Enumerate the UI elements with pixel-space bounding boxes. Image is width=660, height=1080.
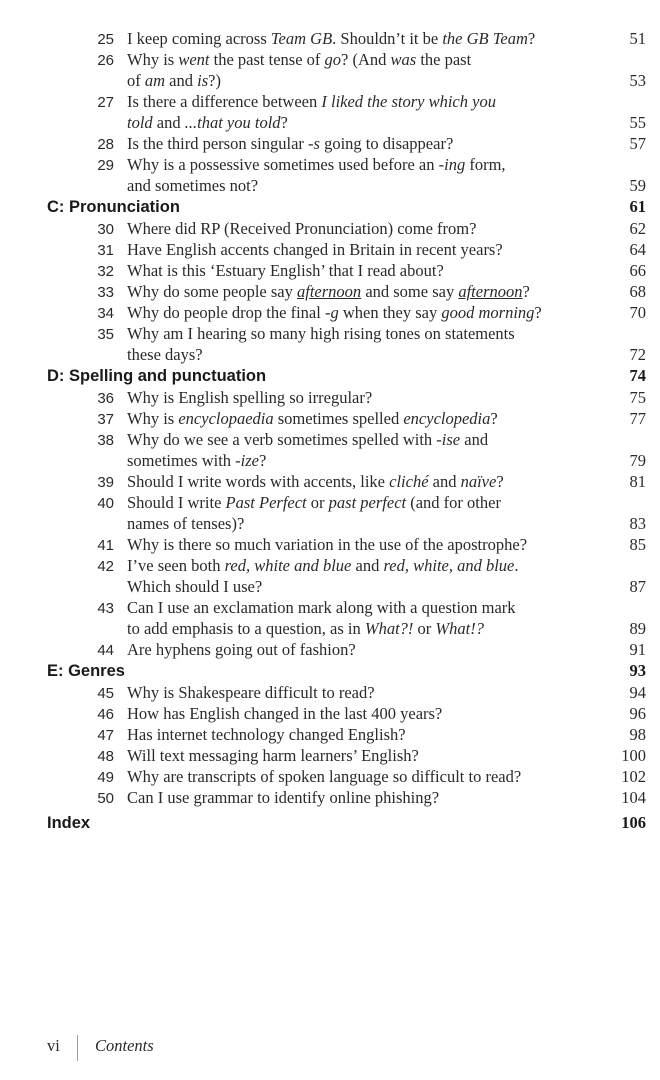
entry-number: 42 (97, 558, 114, 575)
toc-entry (0, 766, 660, 787)
entry-title-text: ? (527, 29, 536, 48)
entry-number: 50 (97, 790, 114, 807)
toc-entry (0, 91, 660, 133)
entry-page-number: 59 (629, 176, 646, 195)
entry-title-line (127, 70, 597, 91)
entry-title-text: Which should I use? (127, 577, 263, 596)
toc-entry (0, 745, 660, 766)
section-page-number: 93 (629, 661, 646, 680)
entry-title-emphasis: I liked the story which you (321, 92, 496, 111)
entry-title-text: . (514, 556, 519, 575)
entry-title-emphasis: past perfect (328, 493, 407, 512)
entry-page-number: 77 (629, 409, 646, 428)
toc-entry (0, 724, 660, 745)
entry-title-line (127, 766, 597, 787)
toc-entry (0, 387, 660, 408)
entry-title-line (127, 429, 597, 450)
entry-page-number: 68 (629, 282, 646, 301)
toc-entry (0, 260, 660, 281)
toc-entry (0, 639, 660, 660)
entry-title-emphasis: encyclopedia (403, 409, 491, 428)
entry-title-line (127, 175, 597, 196)
entry-title-text: Why is English spelling so irregular? (127, 388, 373, 407)
entry-page-number: 51 (629, 29, 646, 48)
entry-title-line (127, 639, 597, 660)
entry-title-text: Have English accents changed in Britain in recent years? (127, 240, 503, 259)
toc-entry (0, 703, 660, 724)
entry-title-line (127, 112, 597, 133)
entry-title-emphasis: Team GB (270, 29, 333, 48)
entry-page-number: 87 (629, 577, 646, 596)
entry-title-text: Can I use an exclamation mark along with a question mark (127, 598, 516, 617)
entry-title-text: ? (522, 282, 530, 301)
entry-title-line (127, 218, 597, 239)
entry-number: 44 (97, 642, 114, 659)
entry-title-text: Can I use grammar to identify online phishing? (127, 788, 440, 807)
entry-page-number: 96 (629, 704, 646, 723)
entry-number: 30 (97, 221, 114, 238)
entry-number: 33 (97, 284, 114, 301)
entry-title-emphasis: went (178, 50, 210, 69)
entry-title-line (127, 91, 597, 112)
entry-title-text: How has English changed in the last 400 years? (127, 704, 443, 723)
entry-title-emphasis: red, white, and blue (383, 556, 515, 575)
entry-title-text: and (165, 71, 198, 90)
entry-title-emphasis: am (144, 71, 166, 90)
toc-entry (0, 682, 660, 703)
entry-title-text: ? (259, 451, 267, 470)
entry-title-text: Are hyphens going out of fashion? (127, 640, 356, 659)
entry-title-line (127, 260, 597, 281)
entry-page-number: 91 (629, 640, 646, 659)
entry-title-emphasis: afternoon (458, 282, 523, 301)
entry-title-text: Why is (127, 409, 179, 428)
entry-title-line (127, 492, 597, 513)
entry-title-line (127, 133, 597, 154)
entry-title-line (127, 471, 597, 492)
entry-number: 29 (97, 157, 114, 174)
entry-number: 48 (97, 748, 114, 765)
toc-entry (0, 239, 660, 260)
entry-title-text: and (428, 472, 461, 491)
toc-entry (0, 492, 660, 534)
entry-title-emphasis: -ize (235, 451, 259, 470)
entry-number: 41 (97, 537, 114, 554)
toc-entry (0, 323, 660, 365)
entry-number: 45 (97, 685, 114, 702)
entry-title-text: Should I write words with accents, like (127, 472, 390, 491)
entry-number: 34 (97, 305, 114, 322)
entry-title-emphasis: naïve (460, 472, 497, 491)
toc-entry (0, 471, 660, 492)
entry-title-line (127, 28, 597, 49)
toc-entry (0, 555, 660, 597)
entry-number: 28 (97, 136, 114, 153)
index-page-number: 106 (621, 813, 646, 832)
entry-title-emphasis: was (390, 50, 417, 69)
entry-title-text: these days? (127, 345, 203, 364)
footer-page-number: vi (47, 1036, 60, 1055)
entry-number: 43 (97, 600, 114, 617)
entry-title-text: ? (And (341, 50, 391, 69)
entry-title-text: and sometimes not? (127, 176, 259, 195)
toc-entry (0, 408, 660, 429)
entry-title-emphasis: afternoon (297, 282, 362, 301)
entry-title-text: Is there a difference between (127, 92, 322, 111)
entry-title-emphasis: ...that you told (184, 113, 281, 132)
entry-title-emphasis: is (197, 71, 209, 90)
entry-title-text: sometimes with (127, 451, 236, 470)
entry-title-text: or (413, 619, 436, 638)
entry-page-number: 102 (621, 767, 646, 786)
entry-title-text: (and for other (406, 493, 501, 512)
entry-number: 40 (97, 495, 114, 512)
entry-title-emphasis: go (324, 50, 342, 69)
entry-title-line (127, 745, 597, 766)
entry-number: 35 (97, 326, 114, 343)
entry-title-text: Why do we see a verb sometimes spelled with (127, 430, 437, 449)
entry-title-text: Why are transcripts of spoken language so difficult to read? (127, 767, 522, 786)
section-page-number: 74 (629, 366, 646, 385)
entry-title-text: when they say (338, 303, 442, 322)
entry-title-line (127, 682, 597, 703)
entry-title-text: Should I write (127, 493, 226, 512)
entry-number: 26 (97, 52, 114, 69)
entry-title-text: Why do people drop the final (127, 303, 325, 322)
entry-page-number: 104 (621, 788, 646, 807)
entry-title-text: to add emphasis to a question, as in (127, 619, 365, 638)
entry-title-line (127, 281, 597, 302)
entry-title-text: Why do some people say (127, 282, 298, 301)
entry-title-text: Why is (127, 50, 179, 69)
entry-title-emphasis: good morning (441, 303, 535, 322)
entry-title-text: and (152, 113, 185, 132)
section-page-number: 61 (629, 197, 646, 216)
entry-title-emphasis: Past Perfect (225, 493, 307, 512)
footer-divider (77, 1035, 78, 1061)
entry-title-text: Why is a possessive sometimes used before an (127, 155, 439, 174)
entry-title-emphasis: told (127, 113, 153, 132)
entry-page-number: 72 (629, 345, 646, 364)
entry-title-text: going to disappear? (319, 134, 454, 153)
entry-title-text: ? (496, 472, 504, 491)
entry-title-line (127, 323, 597, 344)
entry-title-text: Why is Shakespeare difficult to read? (127, 683, 375, 702)
entry-page-number: 62 (629, 219, 646, 238)
entry-title-line (127, 450, 597, 471)
section-title: E: Genres (47, 662, 125, 680)
toc-entry (0, 787, 660, 808)
toc-entry (0, 302, 660, 323)
entry-page-number: 55 (629, 113, 646, 132)
entry-page-number: 85 (629, 535, 646, 554)
index-title: Index (47, 814, 91, 832)
entry-number: 49 (97, 769, 114, 786)
entry-title-text: and (460, 430, 489, 449)
entry-page-number: 89 (629, 619, 646, 638)
entry-title-text: and some say (361, 282, 459, 301)
entry-title-emphasis: What?! (364, 619, 414, 638)
entry-number: 25 (97, 31, 114, 48)
entry-title-line (127, 555, 597, 576)
toc-entry (0, 281, 660, 302)
entry-number: 37 (97, 411, 114, 428)
entry-page-number: 81 (629, 472, 646, 491)
section-heading (0, 365, 660, 387)
entry-title-line (127, 513, 597, 534)
entry-title-line (127, 387, 597, 408)
section-heading (0, 660, 660, 682)
entry-title-text: I keep coming across (127, 29, 271, 48)
entry-title-text: Where did RP (Received Pronunciation) come from? (127, 219, 477, 238)
entry-title-emphasis: -ing (438, 155, 466, 174)
toc-entry (0, 429, 660, 471)
entry-number: 36 (97, 390, 114, 407)
entry-title-text: names of tenses)? (127, 514, 245, 533)
entry-title-line (127, 597, 597, 618)
entry-title-text: ? (490, 409, 498, 428)
entry-page-number: 66 (629, 261, 646, 280)
entry-title-emphasis: -ise (436, 430, 461, 449)
entry-title-text: What is this ‘Estuary English’ that I read about? (127, 261, 444, 280)
entry-page-number: 75 (629, 388, 646, 407)
entry-title-line (127, 703, 597, 724)
entry-title-text: Why am I hearing so many high rising tones on statements (127, 324, 515, 343)
entry-page-number: 64 (629, 240, 646, 259)
entry-title-text: ? (534, 303, 542, 322)
entry-title-emphasis: What!? (435, 619, 484, 638)
entry-title-emphasis: -s (308, 134, 320, 153)
entry-title-text: . Shouldn’t it be (332, 29, 443, 48)
entry-title-line (127, 154, 597, 175)
entry-title-emphasis: red, white and blue (224, 556, 352, 575)
entry-title-text: Is the third person singular (127, 134, 309, 153)
entry-page-number: 94 (629, 683, 646, 702)
section-heading (0, 196, 660, 218)
toc-entry (0, 597, 660, 639)
entry-title-text: Why is there so much variation in the use of the apostrophe? (127, 535, 528, 554)
entry-title-text: Has internet technology changed English? (127, 725, 406, 744)
entry-title-emphasis: cliché (389, 472, 429, 491)
toc-entry (0, 534, 660, 555)
toc-entry (0, 133, 660, 154)
entry-title-line (127, 408, 597, 429)
entry-page-number: 53 (629, 71, 646, 90)
entry-number: 32 (97, 263, 114, 280)
entry-title-line (127, 344, 597, 365)
table-of-contents (0, 28, 660, 836)
entry-page-number: 83 (629, 514, 646, 533)
entry-title-line (127, 787, 597, 808)
entry-title-line (127, 49, 597, 70)
entry-page-number: 70 (629, 303, 646, 322)
entry-title-text: the past (416, 50, 472, 69)
toc-entry (0, 154, 660, 196)
entry-title-text: and (351, 556, 384, 575)
index-heading (0, 810, 660, 836)
entry-number: 38 (97, 432, 114, 449)
entry-page-number: 98 (629, 725, 646, 744)
entry-title-text: sometimes spelled (273, 409, 404, 428)
entry-title-line (127, 724, 597, 745)
section-title: D: Spelling and punctuation (47, 367, 267, 385)
entry-title-emphasis: the GB Team (442, 29, 528, 48)
entry-title-text: of (127, 71, 145, 90)
entry-page-number: 100 (621, 746, 646, 765)
entry-number: 31 (97, 242, 114, 259)
entry-title-text: the past tense of (209, 50, 325, 69)
entry-title-text: form, (465, 155, 506, 174)
entry-number: 47 (97, 727, 114, 744)
footer-running-title: Contents (95, 1036, 154, 1055)
entry-title-text: Will text messaging harm learners’ English? (127, 746, 419, 765)
entry-number: 39 (97, 474, 114, 491)
entry-title-text: ?) (208, 71, 221, 90)
entry-title-line (127, 239, 597, 260)
entry-number: 27 (97, 94, 114, 111)
entry-title-line (127, 618, 597, 639)
toc-entry (0, 28, 660, 49)
entry-title-text: or (306, 493, 329, 512)
entry-title-emphasis: encyclopaedia (178, 409, 274, 428)
entry-title-line (127, 534, 597, 555)
section-title: C: Pronunciation (47, 198, 180, 216)
toc-entry (0, 49, 660, 91)
entry-title-emphasis: -g (324, 303, 339, 322)
entry-number: 46 (97, 706, 114, 723)
entry-title-line (127, 302, 597, 323)
entry-title-text: ? (280, 113, 288, 132)
entry-page-number: 79 (629, 451, 646, 470)
entry-title-text: I’ve seen both (127, 556, 225, 575)
toc-entry (0, 218, 660, 239)
entry-page-number: 57 (629, 134, 646, 153)
entry-title-line (127, 576, 597, 597)
